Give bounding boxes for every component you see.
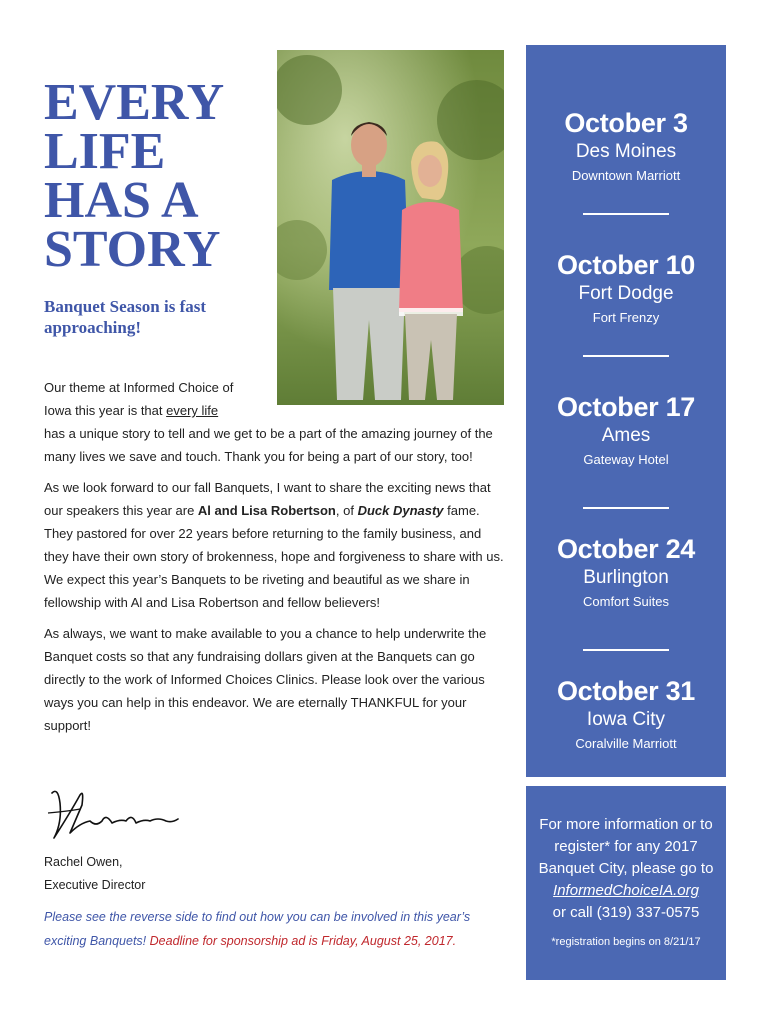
headline-line: HAS A [44, 172, 199, 229]
theme-line-2-pre: Iowa this year is that [44, 403, 167, 418]
event-item [526, 249, 726, 328]
event-item [526, 391, 726, 470]
subhead: Banquet Season is fast approaching! [44, 297, 207, 337]
event-separator [583, 507, 669, 509]
letter-body [44, 376, 504, 745]
headline-line: LIFE [44, 123, 166, 180]
couple-photo-illustration [277, 50, 504, 405]
event-city: Ames [601, 425, 651, 446]
paragraph-underwrite: As always, we want to make available to you a chance to help underwrite the Banquet costs so that any fundraising dollars given at the Banquets can go directly to the work of Informed Choices Clinics. Please look over the various ways you can help in this endeavor. We are eternally THANKFUL for your support! [44, 626, 487, 733]
event-venue: Gateway Hotel [583, 452, 669, 467]
signer-block [44, 851, 145, 897]
event-city: Burlington [583, 567, 669, 588]
events-panel [526, 45, 726, 777]
registration-info-text [526, 814, 726, 924]
headline-line: EVERY [44, 74, 225, 131]
show-name: Duck Dynasty [357, 503, 444, 518]
event-city: Iowa City [586, 709, 666, 730]
info-intro: For more information or to register* for any 2017 Banquet City, please go to [538, 816, 714, 877]
website-link[interactable]: InformedChoiceIA.org [553, 882, 699, 899]
speakers-pre: As we look forward to our fall Banquets, I want to share the exciting news that our speakers this year are [44, 480, 491, 518]
event-item [526, 675, 726, 754]
event-date: October 3 [564, 108, 688, 138]
signer-name: Rachel Owen, [44, 855, 123, 869]
paragraph-theme [44, 376, 504, 468]
footnote-reverse-note: Please see the reverse side to find out how you can be involved in this year’s exciting Banquets! [44, 910, 471, 948]
speakers-of: , of [335, 503, 358, 518]
theme-line-1: Our theme at Informed Choice of [44, 380, 234, 395]
registration-note: *registration begins on 8/21/17 [551, 936, 701, 948]
event-date: October 10 [556, 250, 696, 280]
headline [44, 74, 284, 278]
footnote-deadline: Deadline for sponsorship ad is Friday, August 25, 2017. [149, 934, 457, 948]
event-date: October 31 [556, 676, 696, 706]
signature-image [40, 783, 180, 845]
event-separator [583, 649, 669, 651]
info-phone: or call (319) 337-0575 [552, 904, 700, 921]
headline-line: STORY [44, 221, 221, 278]
event-separator [583, 213, 669, 215]
event-item [526, 533, 726, 612]
event-item [526, 107, 726, 186]
event-venue: Comfort Suites [583, 594, 669, 609]
paragraph-speakers [44, 476, 504, 614]
every-life-underlined: every life [166, 403, 219, 418]
signer-title: Executive Director [44, 878, 146, 892]
event-separator [583, 355, 669, 357]
footnote [44, 905, 514, 953]
event-venue: Downtown Marriott [571, 168, 681, 183]
event-date: October 17 [556, 392, 696, 422]
event-venue: Coralville Marriott [575, 736, 677, 751]
theme-rest: has a unique story to tell and we get to be a part of the amazing journey of the many lives we save and touch. Thank you for being a part of our story, too! [44, 426, 493, 464]
event-date: October 24 [556, 534, 696, 564]
speaker-names: Al and Lisa Robertson [197, 503, 336, 518]
speakers-post: fame. They pastored for over 22 years before returning to the family business, and they have their own story of brokenness, hope and forgiveness to share with us. We expect this year’s Banquets to be riveting and beautiful as we share in fellowship with Al and Lisa Robertson and fellow believers! [44, 503, 504, 610]
event-venue: Fort Frenzy [592, 310, 660, 325]
event-city: Des Moines [575, 141, 677, 162]
couple-photo [277, 50, 504, 405]
event-city: Fort Dodge [578, 283, 674, 304]
registration-info-box [526, 785, 726, 980]
